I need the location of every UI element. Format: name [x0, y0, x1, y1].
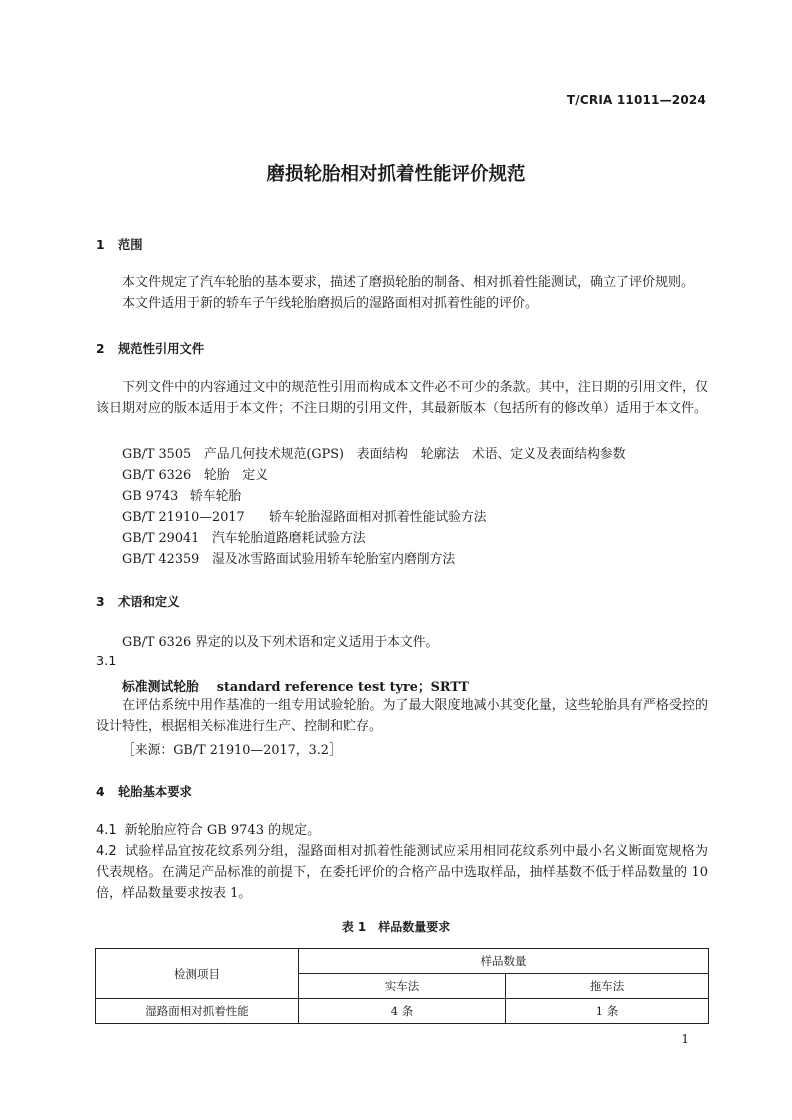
reference-title: 湿及冰雪路面试验用轿车轮胎室内磨削方法 — [212, 552, 456, 567]
section-2-heading — [96, 339, 204, 357]
section-number: 3 — [96, 595, 105, 609]
requirement-4-2 — [96, 841, 708, 904]
clause-number: 3.1 — [96, 654, 117, 669]
normative-reference — [122, 506, 487, 525]
section-title: 轮胎基本要求 — [118, 785, 192, 799]
section-4-heading — [96, 782, 192, 800]
normative-reference — [122, 464, 268, 483]
header-sample-quantity: 样品数量 — [299, 949, 709, 974]
reference-code: GB 9743 — [122, 489, 179, 504]
clause-number: 4.2 — [96, 844, 117, 859]
term-english: standard reference test tyre；SRTT — [216, 680, 469, 695]
section-number: 2 — [96, 342, 105, 356]
reference-code: GB/T 21910—2017 — [122, 510, 245, 525]
section-title: 术语和定义 — [118, 595, 180, 609]
term-entry — [122, 676, 469, 695]
section-title: 规范性引用文件 — [118, 342, 205, 356]
table-header-row — [96, 949, 709, 974]
reference-code: GB/T 29041 — [122, 531, 200, 546]
cell-test-item: 湿路面相对抓着性能 — [96, 999, 299, 1024]
sample-quantity-table — [95, 948, 709, 1024]
reference-code: GB/T 6326 — [122, 468, 192, 483]
header-vehicle-method: 实车法 — [299, 974, 506, 999]
clause-text: 试验样品宜按花纹系列分组，湿路面相对抓着性能测试应采用相同花纹系列中最小名义断面宽规格为代表规格。在满足产品标准的前提下，在委托评价的合格产品中选取样品，抽样基数不低于样品数量的 10 倍，样品数量要求按表 1。 — [96, 844, 708, 901]
reference-title: 轮胎 定义 — [204, 468, 268, 483]
reference-code: GB/T 42359 — [122, 552, 200, 567]
section-title: 范围 — [118, 238, 143, 252]
term-source: ［来源：GB/T 21910—2017，3.2］ — [122, 743, 342, 758]
reference-code: GB/T 3505 — [122, 447, 192, 462]
page-number: 1 — [681, 1032, 689, 1046]
term-definition: 在评估系统中用作基准的一组专用试验轮胎。为了最大限度地减小其变化量，这些轮胎具有严格受控的设计特性，根据相关标准进行生产、控制和贮存。 — [96, 698, 708, 734]
requirement-4-1 — [96, 820, 708, 841]
table-caption: 表 1 样品数量要求 — [341, 920, 451, 934]
header-trailer-method: 拖车法 — [506, 974, 709, 999]
section-2-intro: 下列文件中的内容通过文中的规范性引用而构成本文件必不可少的条款。其中，注日期的引用文件，仅该日期对应的版本适用于本文件；不注日期的引用文件，其最新版本（包括所有的修改单）适用于本文件。 — [96, 380, 708, 416]
header-test-item: 检测项目 — [96, 949, 299, 999]
cell-trailer-quantity: 1 条 — [506, 999, 709, 1024]
clause-number: 4.1 — [96, 823, 117, 838]
reference-title: 汽车轮胎道路磨耗试验方法 — [212, 531, 366, 546]
standard-number: T/CRIA 11011—2024 — [566, 93, 706, 107]
term-chinese: 标准测试轮胎 — [122, 680, 199, 695]
table-row — [96, 999, 709, 1024]
section-3-heading — [96, 592, 180, 610]
reference-title: 产品几何技术规范(GPS) 表面结构 轮廓法 术语、定义及表面结构参数 — [204, 447, 626, 462]
section-1-paragraph-1: 本文件规定了汽车轮胎的基本要求，描述了磨损轮胎的制备、相对抓着性能测试，确立了评价规则。 — [122, 275, 695, 290]
reference-title: 轿车轮胎 — [190, 489, 242, 504]
section-3-intro: GB/T 6326 界定的以及下列术语和定义适用于本文件。 — [122, 635, 439, 650]
cell-vehicle-quantity: 4 条 — [299, 999, 506, 1024]
section-1-heading — [96, 235, 143, 253]
normative-reference — [122, 548, 455, 567]
reference-title: 轿车轮胎湿路面相对抓着性能试验方法 — [269, 510, 487, 525]
section-1-paragraph-2: 本文件适用于新的轿车子午线轮胎磨损后的湿路面相对抓着性能的评价。 — [122, 296, 539, 311]
normative-reference — [122, 527, 366, 546]
section-number: 4 — [96, 785, 105, 799]
section-number: 1 — [96, 238, 105, 252]
clause-text: 新轮胎应符合 GB 9743 的规定。 — [124, 823, 321, 838]
document-title: 磨损轮胎相对抓着性能评价规范 — [266, 164, 526, 185]
normative-reference — [122, 485, 241, 504]
normative-reference — [122, 443, 626, 462]
